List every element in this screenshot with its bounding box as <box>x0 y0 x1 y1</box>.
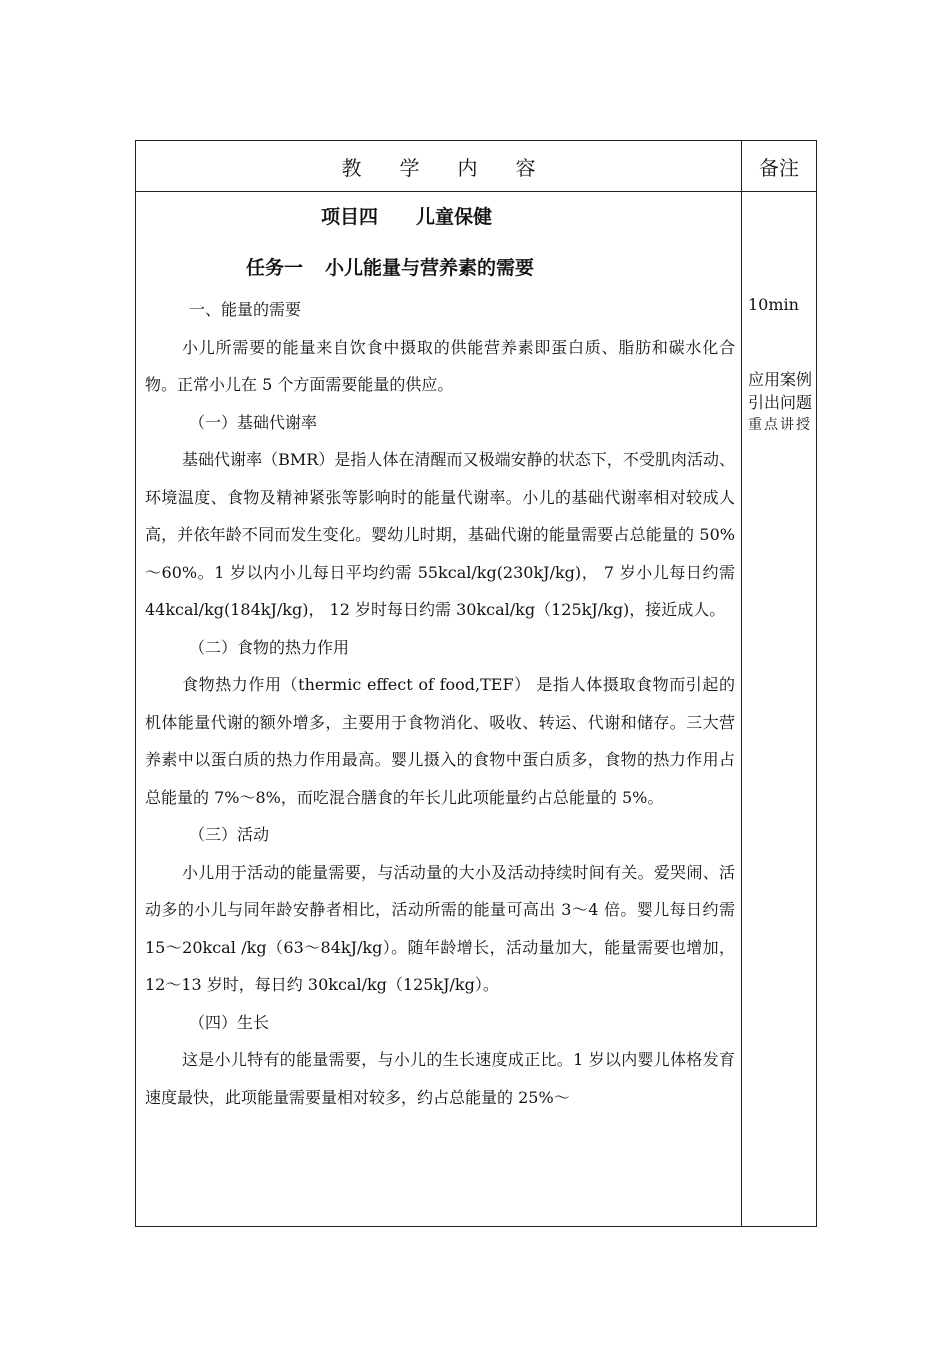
task-name: 小儿能量与营养素的需要 <box>325 257 535 279</box>
task-number: 任务一 <box>246 257 304 279</box>
paragraph: 这是小儿特有的能量需要，与小儿的生长速度成正比。1 岁以内婴儿体格发育速度最快，此项能量需要量相对较多，约占总能量的 25%～ <box>145 1050 735 1107</box>
note-method-case: 应用案例引出问题 <box>748 370 813 412</box>
paragraph: 小儿所需要的能量来自饮食中摄取的供能营养素即蛋白质、脂肪和碳水化合物。正常小儿在 5 个方面需要能量的供应。 <box>145 337 735 394</box>
content-column-header: 教学内容 <box>341 155 574 180</box>
note-time: 10min <box>748 295 799 314</box>
column-divider <box>741 141 742 1226</box>
paragraph: 小儿用于活动的能量需要，与活动量的大小及活动持续时间有关。爱哭闹、活动多的小儿与同年龄安静者相比，活动所需的能量可高出 3～4 倍。婴儿每日约需 15～20kcal /kg（63～84kJ/kg）。随年龄增长，活动量加大，能量需要也增加，12～13 岁时，每日约 30kcal/kg（125kJ/kg）。 <box>145 862 735 994</box>
subsection-heading: （二）食物的热力作用 <box>189 637 350 657</box>
notes-column-header: 备注 <box>759 155 799 180</box>
subsection-heading: （一）基础代谢率 <box>189 412 318 432</box>
header-divider <box>136 191 816 192</box>
project-number: 项目四 <box>321 206 379 228</box>
task-title <box>246 253 534 280</box>
project-name: 儿童保健 <box>416 206 493 228</box>
lesson-body <box>145 291 735 1116</box>
subsection-heading: （四）生长 <box>189 1012 270 1032</box>
paragraph: 食物热力作用（thermic effect of food,TEF） 是指人体摄取食物而引起的机体能量代谢的额外增多，主要用于食物消化、吸收、转运、代谢和储存。三大营养素中以蛋白质的热力作用最高。婴儿摄入的食物中蛋白质多，食物的热力作用占总能量的 7%～8%，而吃混合膳食的年长儿此项能量约占总能量的 5%。 <box>145 675 735 807</box>
project-title <box>321 202 492 229</box>
lesson-table <box>135 140 817 1227</box>
paragraph: 基础代谢率（BMR）是指人体在清醒而又极端安静的状态下，不受肌肉活动、环境温度、食物及精神紧张等影响时的能量代谢率。小儿的基础代谢率相对较成人高，并依年龄不同而发生变化。婴幼儿时期，基础代谢的能量需要占总能量的 50%～60%。1 岁以内小儿每日平均约需 55kcal/kg(230kJ/kg)， 7 岁小儿每日约需 44kcal/kg(184kJ/kg)， 12 岁时每日约需 30kcal/kg（125kJ/kg)，接近成人。 <box>145 450 735 619</box>
note-method <box>748 368 812 437</box>
subsection-heading: （三）活动 <box>189 825 270 844</box>
section-heading: 一、能量的需要 <box>189 300 302 319</box>
note-method-lecture: 重点讲授 <box>748 417 812 433</box>
